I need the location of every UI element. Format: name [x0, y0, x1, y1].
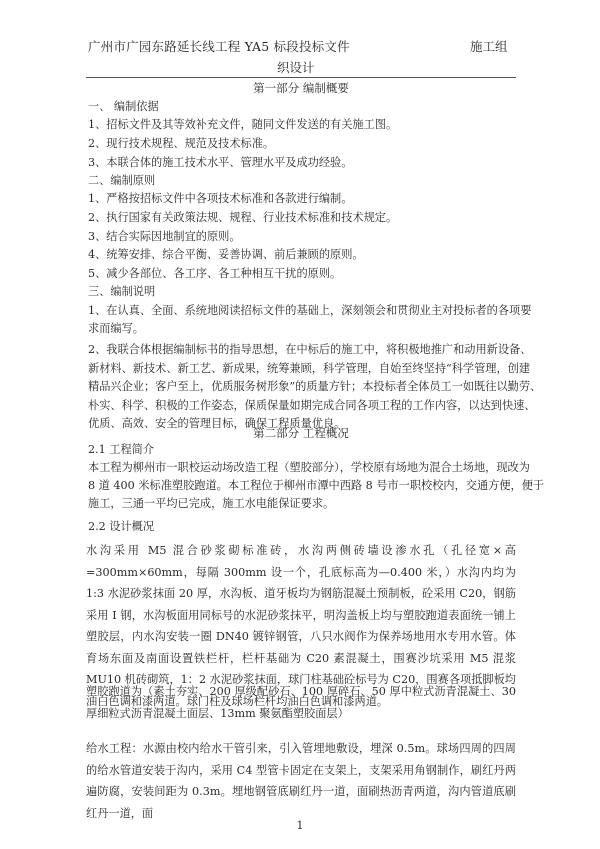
- list-item: 3、本联合体的施工技术水平、管理水平及成功经验。: [88, 156, 353, 169]
- paragraph-line: 精品兴企业；客户至上，优质服务树形象”的质量方针；本投标者全体员工一如既往以勤劳、: [88, 380, 542, 393]
- section-title: 二、编制原则: [88, 174, 156, 187]
- paragraph-line: 1、在认真、全面、系统地阅读招标文件的基础上，深刻领会和贯彻业主对投标者的各项要: [88, 304, 532, 317]
- paragraph-line: 施工，三通一平均已完成，施工水电能保证要求。: [88, 497, 335, 510]
- list-item: 4、统筹安排、综合平衡、妥善协调、前后兼顾的原则。: [88, 248, 364, 261]
- paragraph-line: 8 道 400 米标准塑胶跑道。本工程位于柳州市潭中西路 8 号市一职校校内，交通方便，便于: [88, 479, 545, 492]
- list-item: 1、严格按招标文件中各项技术标准和各款进行编制。: [88, 192, 353, 205]
- paragraph-line: 朴实、科学、积极的工作姿态，保质保量如期完成合同各项工程的工作内容，以达到快速、: [88, 399, 536, 412]
- list-item: 2、现行技术规程、规范及技术标准。: [88, 137, 275, 150]
- list-item: 1、招标文件及其等效补充文件，随同文件发送的有关施工图。: [88, 118, 398, 131]
- paragraph-line: 本工程为柳州市一职校运动场改造工程（塑胶部分），学校原有场地为混合土场地，现改为: [88, 461, 530, 474]
- part1-heading: 第一部分 编制概要: [253, 81, 349, 95]
- paragraph-line: 2、我联合体根据编制标书的指导思想，在中标后的施工中，将积极地推广和动用新设备、: [88, 343, 532, 356]
- water-supply-paragraph: 给水工程：水源由校内给水干管引来，引入管埋地敷设，埋深 0.5m。球场四周的四周的给水管道安装于沟内，采用 C4 型管卡固定在支架上，支架采用角钢制作，刷红丹两遍防腐，安装间距为 0.3m。埋地钢管底刷红丹一道，面刷热沥青两道，沟内管道底刷红丹一道，面: [86, 742, 516, 820]
- paragraph-line: 新材料、新技术、新工艺、新成果，统筹兼顾，科学管理，自始至终坚持“科学管理，创建: [88, 362, 531, 375]
- section-title: 2.2 设计概况: [88, 520, 155, 533]
- paragraph-line: 求而编写。: [88, 322, 144, 335]
- list-item: 2、执行国家有关政策法规、规程、行业技术标准和技术规定。: [88, 211, 398, 224]
- list-item: 5、减少各部位、各工序、各工种相互干扰的原则。: [88, 267, 342, 280]
- section-title: 2.1 工程简介: [88, 443, 155, 456]
- part2-heading: 第二部分 工程概况: [253, 426, 349, 440]
- runway-paragraph: 塑胶跑道为（素土夯实、200 厚级配砂石、100 厚碎石、50 厚中粒式沥青混凝土、30 厚细粒式沥青混凝土面层、13mm 聚氨酯塑胶面层）: [86, 685, 516, 720]
- list-item: 3、结合实际因地制宜的原则。: [88, 230, 241, 243]
- page-number: 1: [296, 819, 304, 832]
- header-subtitle: 织设计: [277, 60, 315, 75]
- header-title: 广州市广园东路延长线工程 YA5 标段投标文件: [88, 39, 350, 54]
- paragraph-line: 优质、高效、安全的管理目标，确保工程质量优良。: [88, 417, 346, 430]
- header-divider: [86, 77, 516, 78]
- section-title: 一、 编制依据: [88, 100, 159, 113]
- header-group: 施工组: [470, 39, 508, 54]
- section-title: 三、编制说明: [88, 285, 156, 298]
- drainage-paragraph: 水沟采用 M5 混合砂浆砌标准砖，水沟两侧砖墙设渗水孔（孔径宽×高=300mm×60mm，每隔 300mm 设一个，孔底标高为—0.400 米，）水沟内均为 1:3 水泥砂浆抹面 20 厚，水沟板、道牙板均为钢筋混凝土预制板，砼采用 C20，钢筋采用 I 钢，水沟板面用同标号的水泥砂浆抹平，明沟盖板上均与塑胶跑道表面统一铺上塑胶层，内水沟安装一圈 DN40 镀锌钢管，八只水阀作为保养场地用水专用水管。体育场东面及南面设置铁栏杆，栏杆基础为 C20 素混凝土，围赛沙坑采用 M5 混浆 MU10 机砖砌筑，1：2 水泥砂浆抹面，球门柱基础砼标号为 C20，围赛各项抵脚板均油白色调和漆两道。球门柱及球场栏杆均油白色调和漆两道。: [86, 544, 516, 708]
